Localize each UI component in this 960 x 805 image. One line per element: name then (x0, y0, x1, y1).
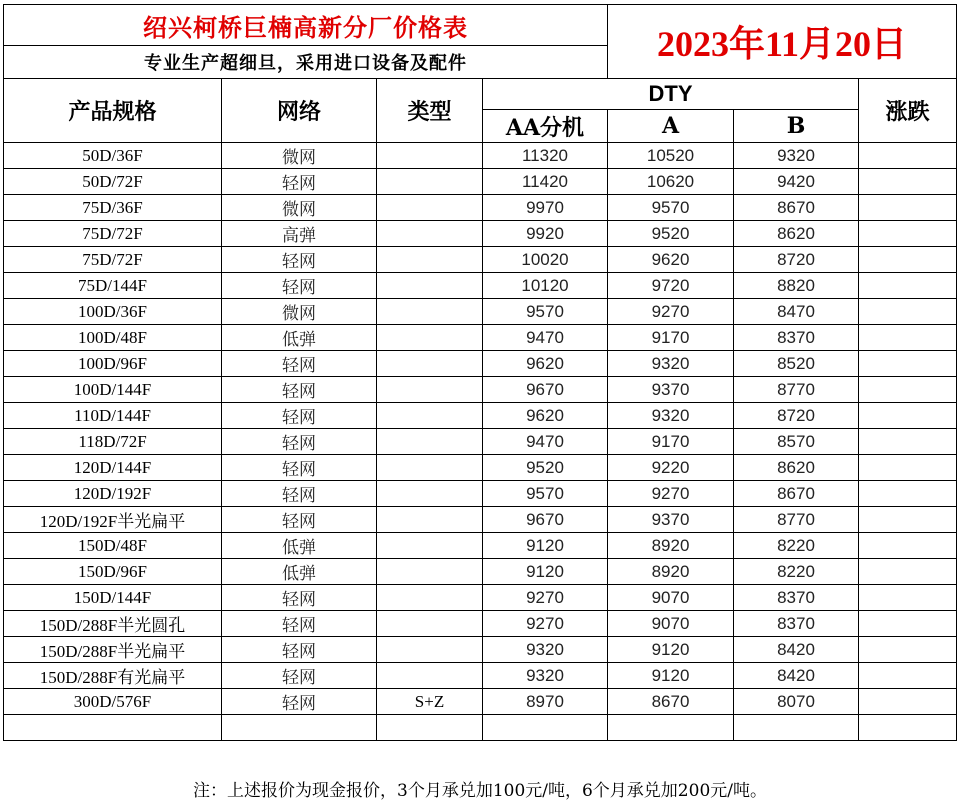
cell-spec: 110D/144F (4, 403, 222, 429)
cell-network: 轻网 (222, 611, 377, 637)
table-row (4, 455, 957, 481)
cell-spec: 120D/192F半光扁平 (4, 507, 222, 533)
cell-spec: 75D/72F (4, 247, 222, 273)
cell-network: 轻网 (222, 585, 377, 611)
cell-b-price: 8670 (734, 481, 859, 507)
header-b: B (734, 110, 859, 143)
cell-change (859, 143, 957, 169)
cell-b-price: 8720 (734, 403, 859, 429)
cell-spec: 75D/36F (4, 195, 222, 221)
cell-spec: 50D/72F (4, 169, 222, 195)
cell-a-price: 9120 (608, 663, 734, 689)
cell-change (859, 325, 957, 351)
cell-b-price: 8370 (734, 325, 859, 351)
cell-type (377, 429, 483, 455)
cell-a-price: 10520 (608, 143, 734, 169)
cell-b-price: 8420 (734, 637, 859, 663)
cell-a-price: 9170 (608, 325, 734, 351)
cell-network: 轻网 (222, 351, 377, 377)
header-spec: 产品规格 (4, 79, 222, 143)
cell-a-price: 8920 (608, 559, 734, 585)
cell-a-price: 9070 (608, 611, 734, 637)
cell-spec: 150D/144F (4, 585, 222, 611)
cell-change (859, 455, 957, 481)
cell-network: 低弹 (222, 533, 377, 559)
cell-network: 轻网 (222, 507, 377, 533)
table-row (4, 715, 957, 741)
cell-a-price: 9370 (608, 377, 734, 403)
cell-change (859, 637, 957, 663)
cell-network: 轻网 (222, 247, 377, 273)
cell-type (377, 195, 483, 221)
price-sheet (3, 4, 956, 741)
cell-a-price: 10620 (608, 169, 734, 195)
cell-a-price: 8670 (608, 689, 734, 715)
cell-change (859, 377, 957, 403)
cell-spec: 100D/36F (4, 299, 222, 325)
cell-aa-price: 9920 (483, 221, 608, 247)
cell-aa-price (483, 715, 608, 741)
cell-spec: 300D/576F (4, 689, 222, 715)
table-row (4, 559, 957, 585)
table-row (4, 585, 957, 611)
cell-type (377, 325, 483, 351)
table-row (4, 507, 957, 533)
cell-network: 轻网 (222, 169, 377, 195)
table-row (4, 325, 957, 351)
table-row (4, 611, 957, 637)
cell-spec: 75D/72F (4, 221, 222, 247)
cell-a-price: 9370 (608, 507, 734, 533)
cell-aa-price: 9570 (483, 299, 608, 325)
cell-network: 轻网 (222, 429, 377, 455)
cell-type (377, 143, 483, 169)
cell-spec: 150D/288F有光扁平 (4, 663, 222, 689)
cell-type (377, 663, 483, 689)
cell-type (377, 273, 483, 299)
cell-type (377, 403, 483, 429)
cell-network: 微网 (222, 195, 377, 221)
cell-type (377, 351, 483, 377)
cell-type (377, 585, 483, 611)
cell-aa-price: 9570 (483, 481, 608, 507)
cell-a-price: 9070 (608, 585, 734, 611)
cell-spec: 50D/36F (4, 143, 222, 169)
cell-type (377, 455, 483, 481)
cell-a-price: 9120 (608, 637, 734, 663)
cell-spec: 120D/144F (4, 455, 222, 481)
cell-network: 低弹 (222, 559, 377, 585)
cell-change (859, 247, 957, 273)
cell-spec: 150D/288F半光圆孔 (4, 611, 222, 637)
cell-type (377, 611, 483, 637)
cell-b-price: 8670 (734, 195, 859, 221)
cell-b-price: 8720 (734, 247, 859, 273)
cell-network: 轻网 (222, 455, 377, 481)
cell-network: 高弹 (222, 221, 377, 247)
cell-network: 轻网 (222, 663, 377, 689)
cell-b-price: 8520 (734, 351, 859, 377)
cell-aa-price: 9670 (483, 377, 608, 403)
cell-network: 轻网 (222, 481, 377, 507)
cell-type: S+Z (377, 689, 483, 715)
price-note: 注：上述报价为现金报价，3个月承兑加100元/吨，6个月承兑加200元/吨。 (193, 781, 767, 801)
header-a: A (608, 110, 734, 143)
cell-a-price (608, 715, 734, 741)
cell-change (859, 559, 957, 585)
cell-spec: 150D/96F (4, 559, 222, 585)
table-row (4, 689, 957, 715)
cell-b-price: 8620 (734, 455, 859, 481)
table-body (4, 5, 957, 741)
cell-spec: 120D/192F (4, 481, 222, 507)
table-row (4, 247, 957, 273)
sheet-date: 2023年11月20日 (608, 5, 957, 79)
cell-network: 微网 (222, 299, 377, 325)
cell-a-price: 9570 (608, 195, 734, 221)
cell-b-price: 8770 (734, 377, 859, 403)
cell-b-price: 9420 (734, 169, 859, 195)
table-row (4, 429, 957, 455)
cell-change (859, 715, 957, 741)
cell-change (859, 195, 957, 221)
table-row (4, 377, 957, 403)
cell-aa-price: 9320 (483, 663, 608, 689)
cell-b-price: 8770 (734, 507, 859, 533)
cell-type (377, 221, 483, 247)
cell-change (859, 585, 957, 611)
cell-aa-price: 9120 (483, 533, 608, 559)
header-change: 涨跌 (859, 79, 957, 143)
cell-spec: 100D/96F (4, 351, 222, 377)
cell-spec (4, 715, 222, 741)
cell-change (859, 351, 957, 377)
cell-a-price: 9320 (608, 351, 734, 377)
cell-network: 轻网 (222, 689, 377, 715)
cell-type (377, 169, 483, 195)
table-row (4, 351, 957, 377)
cell-type (377, 533, 483, 559)
header-aa: AA分机 (483, 110, 608, 143)
cell-b-price: 9320 (734, 143, 859, 169)
cell-network (222, 715, 377, 741)
cell-aa-price: 9470 (483, 325, 608, 351)
table-row (4, 663, 957, 689)
cell-change (859, 169, 957, 195)
cell-b-price: 8420 (734, 663, 859, 689)
header-network: 网络 (222, 79, 377, 143)
cell-aa-price: 9520 (483, 455, 608, 481)
cell-network: 低弹 (222, 325, 377, 351)
sheet-title: 绍兴柯桥巨楠高新分厂价格表 (4, 5, 608, 46)
table-row (4, 403, 957, 429)
cell-aa-price: 10020 (483, 247, 608, 273)
cell-a-price: 8920 (608, 533, 734, 559)
cell-aa-price: 9270 (483, 585, 608, 611)
table-row (4, 273, 957, 299)
cell-change (859, 611, 957, 637)
cell-aa-price: 9270 (483, 611, 608, 637)
cell-type (377, 377, 483, 403)
table-row (4, 533, 957, 559)
cell-aa-price: 10120 (483, 273, 608, 299)
cell-spec: 118D/72F (4, 429, 222, 455)
cell-b-price: 8470 (734, 299, 859, 325)
cell-a-price: 9720 (608, 273, 734, 299)
cell-change (859, 533, 957, 559)
cell-b-price: 8220 (734, 533, 859, 559)
cell-change (859, 481, 957, 507)
cell-network: 轻网 (222, 637, 377, 663)
cell-a-price: 9170 (608, 429, 734, 455)
table-row (4, 637, 957, 663)
cell-b-price: 8820 (734, 273, 859, 299)
cell-aa-price: 8970 (483, 689, 608, 715)
cell-a-price: 9220 (608, 455, 734, 481)
cell-type (377, 559, 483, 585)
cell-network: 微网 (222, 143, 377, 169)
cell-aa-price: 9470 (483, 429, 608, 455)
cell-type (377, 481, 483, 507)
cell-change (859, 403, 957, 429)
header-dty: DTY (483, 79, 859, 110)
cell-aa-price: 9120 (483, 559, 608, 585)
table-row (4, 299, 957, 325)
cell-a-price: 9320 (608, 403, 734, 429)
cell-type (377, 247, 483, 273)
sheet-subtitle: 专业生产超细旦，采用进口设备及配件 (4, 46, 608, 79)
cell-spec: 75D/144F (4, 273, 222, 299)
cell-type (377, 715, 483, 741)
cell-aa-price: 9620 (483, 403, 608, 429)
header-type: 类型 (377, 79, 483, 143)
cell-a-price: 9270 (608, 481, 734, 507)
cell-aa-price: 9320 (483, 637, 608, 663)
cell-change (859, 221, 957, 247)
cell-a-price: 9520 (608, 221, 734, 247)
cell-change (859, 689, 957, 715)
table-row (4, 221, 957, 247)
cell-spec: 150D/48F (4, 533, 222, 559)
cell-spec: 150D/288F半光扁平 (4, 637, 222, 663)
cell-network: 轻网 (222, 403, 377, 429)
cell-spec: 100D/144F (4, 377, 222, 403)
cell-b-price (734, 715, 859, 741)
cell-change (859, 507, 957, 533)
cell-type (377, 637, 483, 663)
cell-network: 轻网 (222, 273, 377, 299)
table-row (4, 481, 957, 507)
cell-b-price: 8370 (734, 611, 859, 637)
table-row (4, 143, 957, 169)
cell-change (859, 273, 957, 299)
cell-network: 轻网 (222, 377, 377, 403)
cell-aa-price: 11320 (483, 143, 608, 169)
cell-b-price: 8620 (734, 221, 859, 247)
cell-b-price: 8370 (734, 585, 859, 611)
cell-spec: 100D/48F (4, 325, 222, 351)
cell-change (859, 299, 957, 325)
table-row (4, 169, 957, 195)
cell-b-price: 8570 (734, 429, 859, 455)
cell-aa-price: 9670 (483, 507, 608, 533)
cell-a-price: 9270 (608, 299, 734, 325)
cell-change (859, 663, 957, 689)
table-row (4, 195, 957, 221)
cell-a-price: 9620 (608, 247, 734, 273)
cell-aa-price: 9970 (483, 195, 608, 221)
cell-change (859, 429, 957, 455)
cell-b-price: 8070 (734, 689, 859, 715)
cell-b-price: 8220 (734, 559, 859, 585)
price-table (3, 4, 957, 741)
cell-type (377, 299, 483, 325)
cell-aa-price: 9620 (483, 351, 608, 377)
cell-type (377, 507, 483, 533)
cell-aa-price: 11420 (483, 169, 608, 195)
